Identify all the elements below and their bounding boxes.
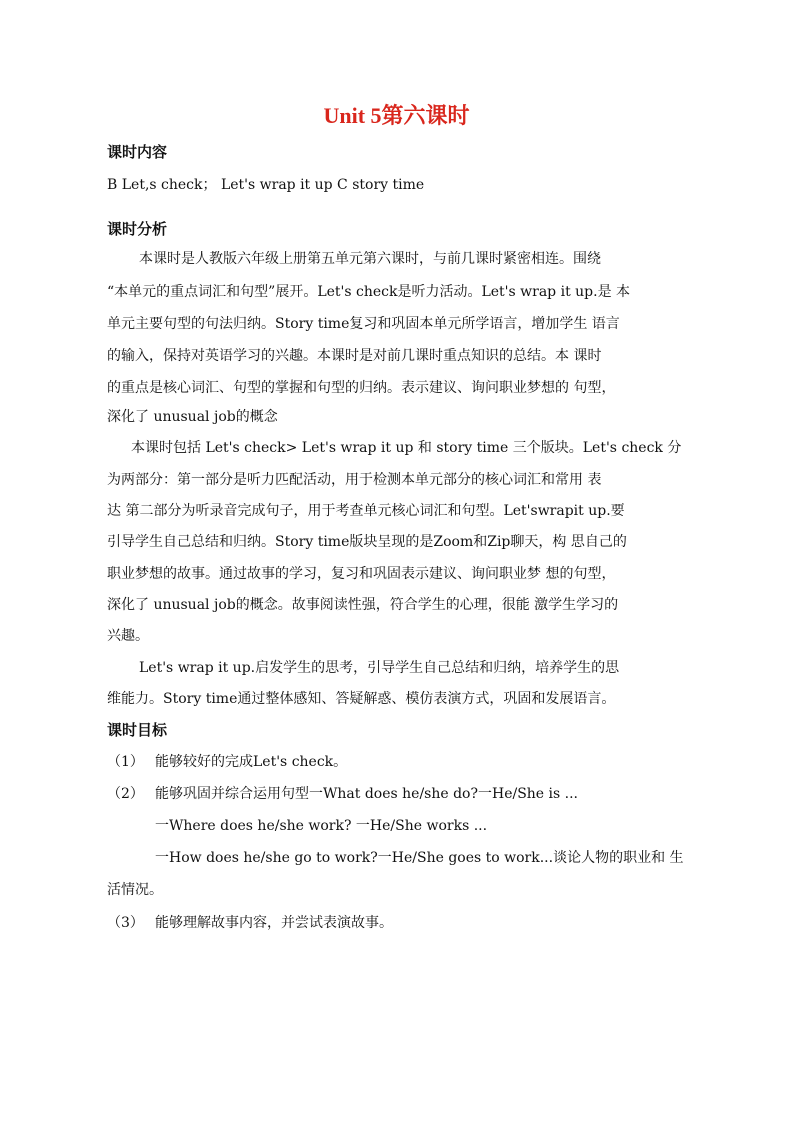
analysis-line: 单元主要句型的句法归纳。Story time复习和巩固本单元所学语言，增加学生 语言 (107, 316, 620, 332)
analysis-line: 的重点是核心词汇、句型的掌握和句型的归纳。表示建议、询问职业梦想的 句型， (107, 380, 616, 396)
goal-item (107, 913, 393, 933)
section-heading-content: 课时内容 (107, 143, 168, 161)
goal-number: （1） (107, 754, 144, 770)
analysis-line: 达 第二部分为听录音完成句子，用于考查单元核心词汇和句型。Let'swrapit up.要 (107, 503, 625, 519)
analysis-line: 的输入，保持对英语学习的兴趣。本课时是对前几课时重点知识的总结。本 课时 (107, 348, 602, 364)
goal-item (107, 784, 578, 804)
analysis-line: 深化了 unusual job的概念 (107, 409, 278, 425)
page-title: Unit 5第六课时 (323, 103, 470, 128)
analysis-line: 深化了 unusual job的概念。故事阅读性强，符合学生的心理，很能 激学生学习的 (107, 597, 619, 613)
analysis-line: 兴趣。 (107, 628, 149, 644)
goal-number: （2） (107, 786, 144, 802)
analysis-line: 维能力。Story time通过整体感知、答疑解惑、模仿表演方式，巩固和发展语言。 (107, 691, 616, 707)
goal-text-continued: 一How does he/she go to work?一He/She goes to work...谈论人物的职业和 生 (155, 850, 684, 866)
analysis-line: “本单元的重点词汇和句型”展开。Let's check是听力活动。Let's wrap it up.是 本 (107, 284, 631, 300)
section-heading-analysis: 课时分析 (107, 220, 168, 238)
section-heading-goals: 课时目标 (107, 721, 168, 739)
analysis-line: 为两部分：第一部分是听力匹配活动，用于检测本单元部分的核心词汇和常用 表 (107, 472, 602, 488)
content-text: B Let,s check； Let's wrap it up C story time (107, 177, 425, 193)
analysis-line: 本课时是人教版六年级上册第五单元第六课时，与前几课时紧密相连。围绕 (139, 251, 601, 267)
goal-text: 能够巩固并综合运用句型一What does he/she do?一He/She is ... (155, 786, 579, 802)
goal-item (107, 752, 347, 772)
goal-text: 能够理解故事内容，并尝试表演故事。 (155, 915, 393, 931)
analysis-line: 引导学生自己总结和归纳。Story time版块呈现的是Zoom和Zip聊天，构 思自己的 (107, 534, 627, 550)
goal-text: 能够较好的完成Let's check。 (155, 754, 348, 770)
goal-text-continued: 一Where does he/she work? 一He/She works ... (155, 818, 488, 834)
analysis-line: 职业梦想的故事。通过故事的学习，复习和巩固表示建议、询问职业梦 想的句型， (107, 566, 616, 582)
goal-number: （3） (107, 915, 144, 931)
analysis-line: Let's wrap it up.启发学生的思考，引导学生自己总结和归纳，培养学生的思 (139, 660, 620, 676)
analysis-line: 本课时包括 Let's check> Let's wrap it up 和 story time 三个版块。Let's check 分 (131, 440, 682, 456)
goal-text-continued: 活情况。 (107, 882, 163, 898)
